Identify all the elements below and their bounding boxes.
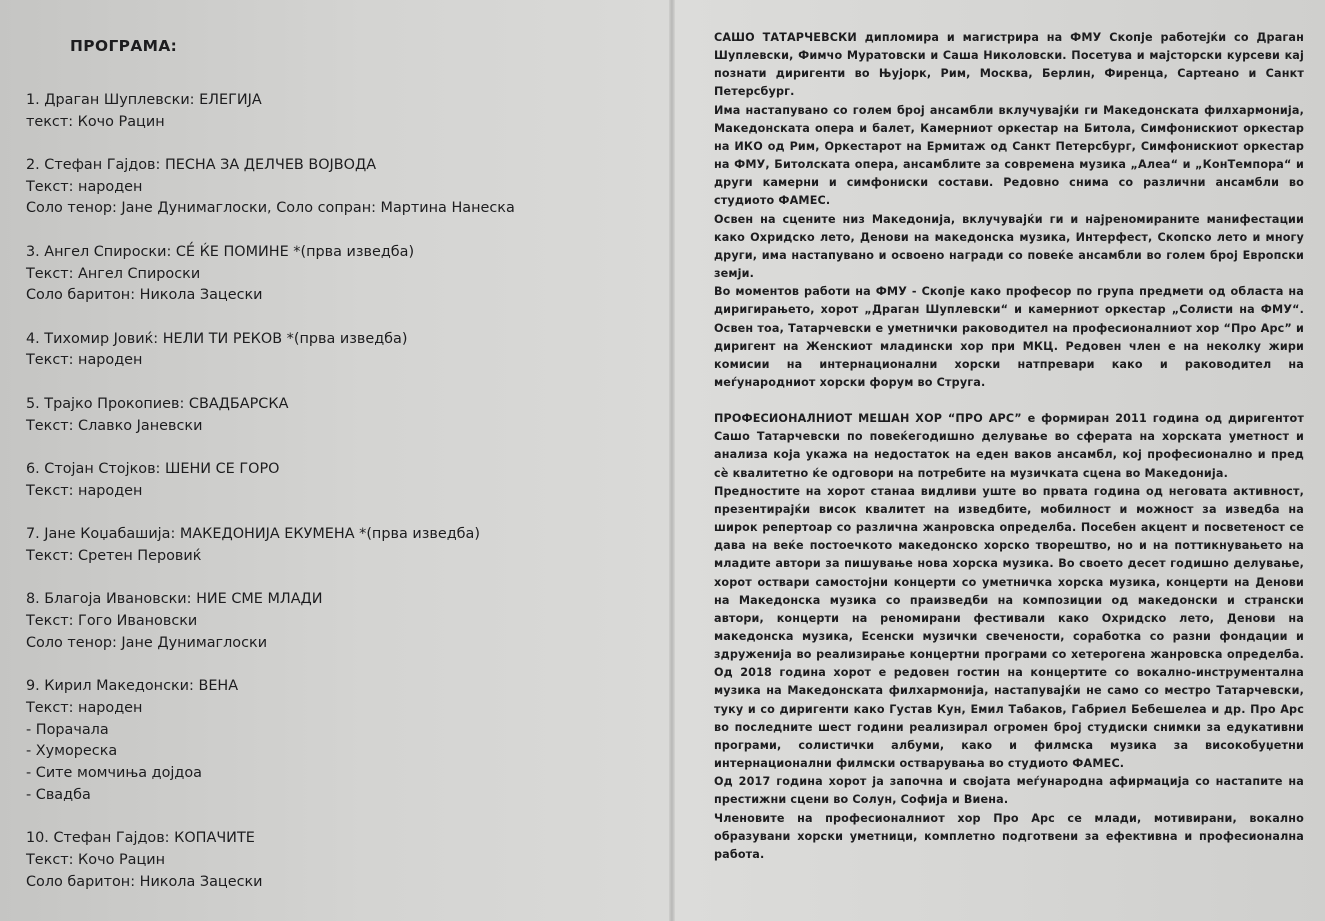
work-title: НИЕ СМЕ МЛАДИ [196, 591, 323, 608]
composer: 7. Јане Коџабашија: [26, 525, 180, 542]
item-detail: Текст: народен [26, 178, 143, 195]
work-title: ЕЛЕГИЈА [199, 91, 262, 108]
choir-paragraph: Предностите на хорот станаа видливи уште во првата година од неговата активност, презентирајќи висок квалитет на изведбите, мобилност и можност за изведба на широк репертоар со различна жанровска определба. Посебен акцент и посветеност се дава на веќе постоечкото македонско хорско творештво, но и на поттикнувањето на младите автори за пишување нова хорска музика. Во своето десет годишно делување, хорот оствари самостојни концерти со уметничка хорска музика, концерти на Денови на Македонска музика со праизведби на композиции од македонски и странски автори, концерти на реномирани фестивали како Охридско лето, Денови на македонска музика, Есенски музички свечености, соработка со разни фондации и здруженија во реализирање концертни програми со хетерогена жанровска определба. Од 2018 година хорот е редовен гостин на концертите со вокално-инструментална музика на Македонската филхармонија, настапувајќи не само со местро Татарчевски, туку и со диригенти како Густав Кун, Емил Табаков, Габриел Бебешелеа и др. Про Арс во последните шест години реализирал огромен број студиски снимки за едукативни програми, солистички албуми, како и филмска музика за високобуџетни интернационални филмски остварувања во студиото ФАМЕС. [714, 484, 1304, 771]
program-list [26, 36, 646, 915]
program-item-3 [26, 242, 646, 307]
item-detail: Текст: народен [26, 352, 143, 369]
work-title: НЕЛИ ТИ РЕКОВ *(прва изведба) [162, 330, 408, 347]
item-detail: Текст: Славко Јаневски [26, 417, 203, 434]
item-detail: Текст: Гого Ивановски [26, 612, 198, 629]
program-item-7 [26, 524, 646, 568]
program-item-4 [26, 329, 646, 373]
item-detail: Текст: Кочо Рацин [26, 852, 166, 869]
movement: - Порачала [26, 721, 109, 738]
choir-paragraph: Од 2017 година хорот ја започна и својата меѓународна афирмација со настапите на престижни сцени во Солун, Софија и Виена. [714, 775, 1304, 807]
movement: - Сите момчиња дојдоа [26, 765, 202, 782]
biography-text [714, 29, 1304, 864]
program-item-6 [26, 459, 646, 503]
choir-paragraph: Членовите на професионалниот хор Про Арс се млади, мотивирани, вокално образувани хорски уметници, комплетно подготвени за ефективна и професионална работа. [714, 811, 1304, 861]
program-item-9 [26, 676, 646, 807]
choir-paragraph: ПРОФЕСИОНАЛНИОТ МЕШАН ХОР “ПРО АРС” е формиран 2011 година од диригентот Сашо Татарчевски по повеќегодишно делување во сферата на хорската уметност и анализа која укажа на недостаток на еден ваков ансамбл, кој професионално и пред сѐ квалитетно ќе одговори на потребите на музичката сцена во Македонија. [714, 412, 1304, 480]
bio-paragraph: Освен на сцените низ Македонија, вклучувајќи ги и најреномираните манифестации како Охридско лето, Денови на македонска музика, Интерфест, Скопско лето и многу други, има настапувано и освоено награди со повеќе ансамбли во голем број Европски земји. [714, 212, 1304, 281]
composer: 10. Стефан Гајдов: [26, 830, 175, 847]
program-item-2 [26, 155, 646, 220]
composer: 9. Кирил Македонски: [26, 677, 199, 694]
item-detail: Соло тенор: Јане Дунимаглоски, Соло сопран: Мартина Нанеска [26, 200, 515, 217]
program-title: ПРОГРАМА: [70, 37, 178, 55]
work-title: СЕ́ ЌЕ ПОМИНЕ *(прва изведба) [175, 243, 415, 260]
section-spacer [714, 392, 1304, 410]
work-title: МАКЕДОНИЈА ЕКУМЕНА *(прва изведба) [179, 525, 480, 542]
program-item-8 [26, 589, 646, 654]
bio-paragraph: САШО ТАТАРЧЕВСКИ дипломира и магистрира на ФМУ Скопје работејќи со Драган Шуплевски, Фимчо Муратовски и Саша Николовски. Посетува и мајсторски курсеви кај познати диригенти во Њујорк, Рим, Москва, Берлин, Фиренца, Сартеано и Санкт Петерсбург. [714, 31, 1304, 99]
composer: 8. Благоја Ивановски: [26, 591, 197, 608]
movement: - Хумореска [26, 743, 118, 760]
program-item-1 [26, 90, 646, 134]
item-detail: Текст: народен [26, 482, 143, 499]
bio-paragraph: Во моментов работи на ФМУ - Скопје како професор по група предмети од областа на диригирањето, хорот „Драган Шуплевски“ и камерниот оркестар „Солисти на ФМУ“. Освен тоа, Татарчевски е уметнички раководител на професионалниот хор “Про Арс” и диригент на Женскиот младински хор при МКЦ. Редовен член е на неколку жири комисии на интернационални хорски натпревари како и раководител на меѓународниот хорски форум во Струга. [714, 285, 1304, 389]
composer: 3. Ангел Спироски: [26, 243, 176, 260]
work-title: КОПАЧИТЕ [174, 830, 255, 847]
composer: 4. Тихомир Јовиќ: [26, 330, 163, 347]
work-title: ШЕНИ СЕ ГОРО [164, 460, 280, 477]
item-detail: Текст: Ангел Спироски [26, 265, 201, 282]
composer: 2. Стефан Гајдов: [26, 156, 165, 173]
program-item-10 [26, 828, 646, 893]
program-item-5 [26, 394, 646, 438]
movement: - Свадба [26, 786, 91, 803]
bio-paragraph: Има настапувано со голем број ансамбли вклучувајќи ги Македонската филхармонија, Македонската опера и балет, Камерниот оркестар на Битола, Симфонискиот оркестар на ИКО од Рим, Оркестарот на Ермитаж од Санкт Петерсбург, Симфонискиот оркестар на ФМУ, Битолската опера, ансамблите за современа музика „Алеа“ и „КонТемпора“ и други камерни и симфониски состави. Редовно снима со различни ансамбли во студиото ФАМЕС. [714, 103, 1304, 208]
item-detail: Текст: народен [26, 699, 143, 716]
item-detail: Соло баритон: Никола Зацески [26, 287, 263, 304]
composer: 5. Трајко Прокопиев: [26, 395, 189, 412]
composer: 1. Драган Шуплевски: [26, 91, 200, 108]
work-title: ВЕНА [198, 677, 239, 694]
item-detail: текст: Кочо Рацин [26, 113, 165, 130]
booklet-fold [669, 0, 675, 921]
work-title: СВАДБАРСКА [188, 395, 289, 412]
item-detail: Текст: Сретен Перовиќ [26, 547, 202, 564]
item-detail: Соло тенор: Јане Дунимаглоски [26, 634, 268, 651]
work-title: ПЕСНА ЗА ДЕЛЧЕВ ВОЈВОДА [164, 156, 377, 173]
composer: 6. Стојан Стојков: [26, 460, 165, 477]
item-detail: Соло баритон: Никола Зацески [26, 873, 263, 890]
